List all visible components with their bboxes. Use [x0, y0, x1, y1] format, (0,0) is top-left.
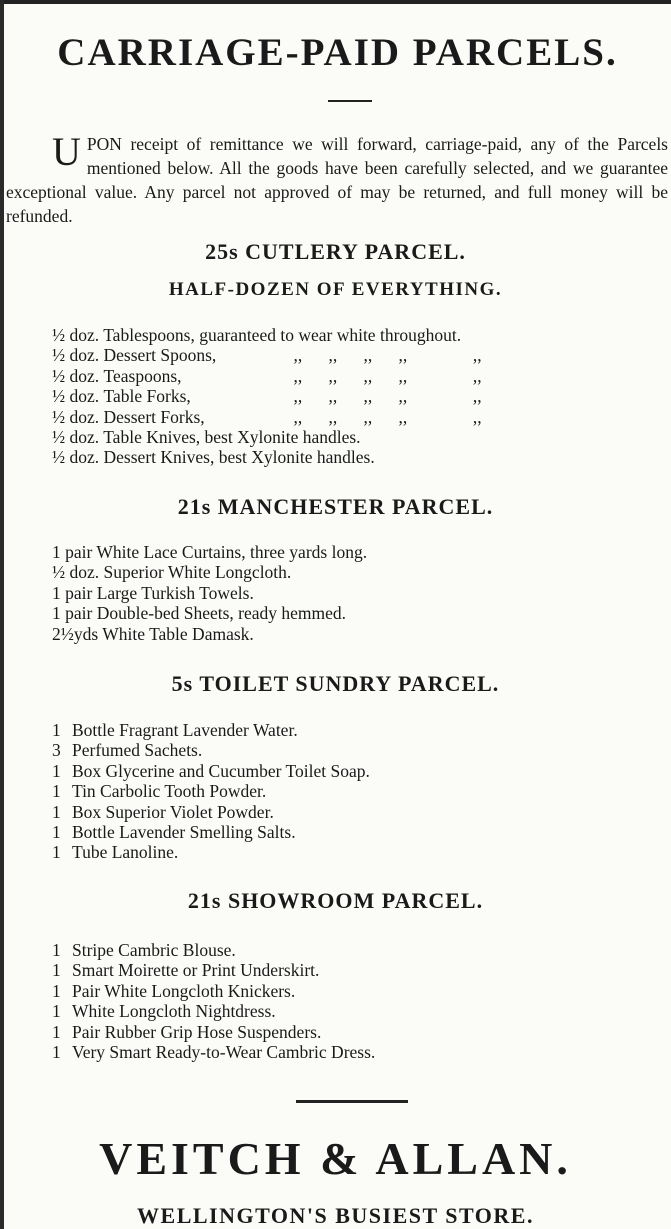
list-item: 1 pair Double-bed Sheets, ready hemmed.	[52, 603, 347, 624]
list-item: ½ doz. Dessert Spoons, ,, ,, ,, ,, ,,	[52, 345, 482, 366]
list-item: 1 Tin Carbolic Tooth Powder.	[52, 781, 267, 802]
footer-divider	[296, 1100, 408, 1103]
list-item: ½ doz. Teaspoons, ,, ,, ,, ,, ,,	[52, 365, 482, 386]
list-item: ½ doz. Tablespoons, guaranteed to wear white throughout.	[52, 325, 462, 345]
toilet-sundry-parcel-title: 5s TOILET SUNDRY PARCEL.	[171, 671, 500, 696]
list-item: 1 Pair White Longcloth Knickers.	[52, 980, 296, 1001]
list-item: 2½yds White Table Damask.	[52, 623, 254, 644]
manchester-item-list	[52, 542, 367, 644]
headline-divider	[328, 100, 372, 102]
intro-paragraph	[6, 129, 668, 228]
list-item: 1 pair Large Turkish Towels.	[52, 582, 254, 603]
list-item: ½ doz. Dessert Forks, ,, ,, ,, ,, ,,	[52, 406, 482, 427]
list-item: 1 Box Glycerine and Cucumber Toilet Soap.	[52, 760, 370, 781]
ditto-marks: ,, ,, ,, ,, ,,	[293, 345, 482, 366]
list-item: 1 White Longcloth Nightdress.	[52, 1001, 276, 1022]
list-item: 1 Bottle Lavender Smelling Salts.	[52, 822, 296, 843]
list-item: ½ doz. Table Forks, ,, ,, ,, ,, ,,	[52, 386, 482, 407]
list-item: 1 Tube Lanoline.	[52, 842, 179, 863]
list-item: 3 Perfumed Sachets.	[52, 740, 203, 761]
store-tagline: WELLINGTON'S BUSIEST STORE.	[137, 1203, 534, 1228]
list-item: 1 pair White Lace Curtains, three yards long.	[52, 542, 368, 562]
ditto-marks: ,, ,, ,, ,, ,,	[293, 365, 482, 386]
intro-text: PON receipt of remittance we will forward, carriage-paid, any of the Parcels mentioned below. All the goods have been carefully selected, and we guarantee exceptional value. Any parcel not approved of may be returned, and full money will be refunded.	[6, 134, 668, 226]
list-item: 1 Bottle Fragrant Lavender Water.	[52, 720, 298, 740]
showroom-parcel-title: 21s SHOWROOM PARCEL.	[187, 888, 484, 913]
list-item: ½ doz. Superior White Longcloth.	[52, 562, 292, 583]
list-item: ½ doz. Dessert Knives, best Xylonite handles.	[52, 447, 375, 468]
cutlery-item-list	[52, 325, 482, 468]
list-item: 1 Box Superior Violet Powder.	[52, 801, 274, 822]
left-border-rule	[0, 0, 4, 1229]
top-border-rule	[0, 0, 671, 4]
list-item: 1 Stripe Cambric Blouse.	[52, 940, 236, 960]
store-name: VEITCH & ALLAN.	[99, 1133, 572, 1184]
showroom-item-list	[52, 940, 375, 1062]
ditto-marks: ,, ,, ,, ,, ,,	[293, 386, 482, 407]
headline: CARRIAGE-PAID PARCELS.	[57, 31, 618, 74]
manchester-parcel-title: 21s MANCHESTER PARCEL.	[177, 494, 494, 519]
list-item: 1 Smart Moirette or Print Underskirt.	[52, 960, 320, 981]
list-item: ½ doz. Table Knives, best Xylonite handles.	[52, 427, 361, 448]
list-item: 1 Pair Rubber Grip Hose Suspenders.	[52, 1021, 322, 1042]
list-item: 1 Very Smart Ready-to-Wear Cambric Dress.	[52, 1042, 376, 1063]
cutlery-parcel-title: 25s CUTLERY PARCEL.	[205, 239, 466, 264]
ditto-marks: ,, ,, ,, ,, ,,	[293, 406, 482, 427]
intro-initial: U	[52, 129, 81, 174]
toilet-sundry-item-list	[52, 720, 370, 863]
cutlery-parcel-subtitle: HALF-DOZEN OF EVERYTHING.	[168, 279, 503, 300]
